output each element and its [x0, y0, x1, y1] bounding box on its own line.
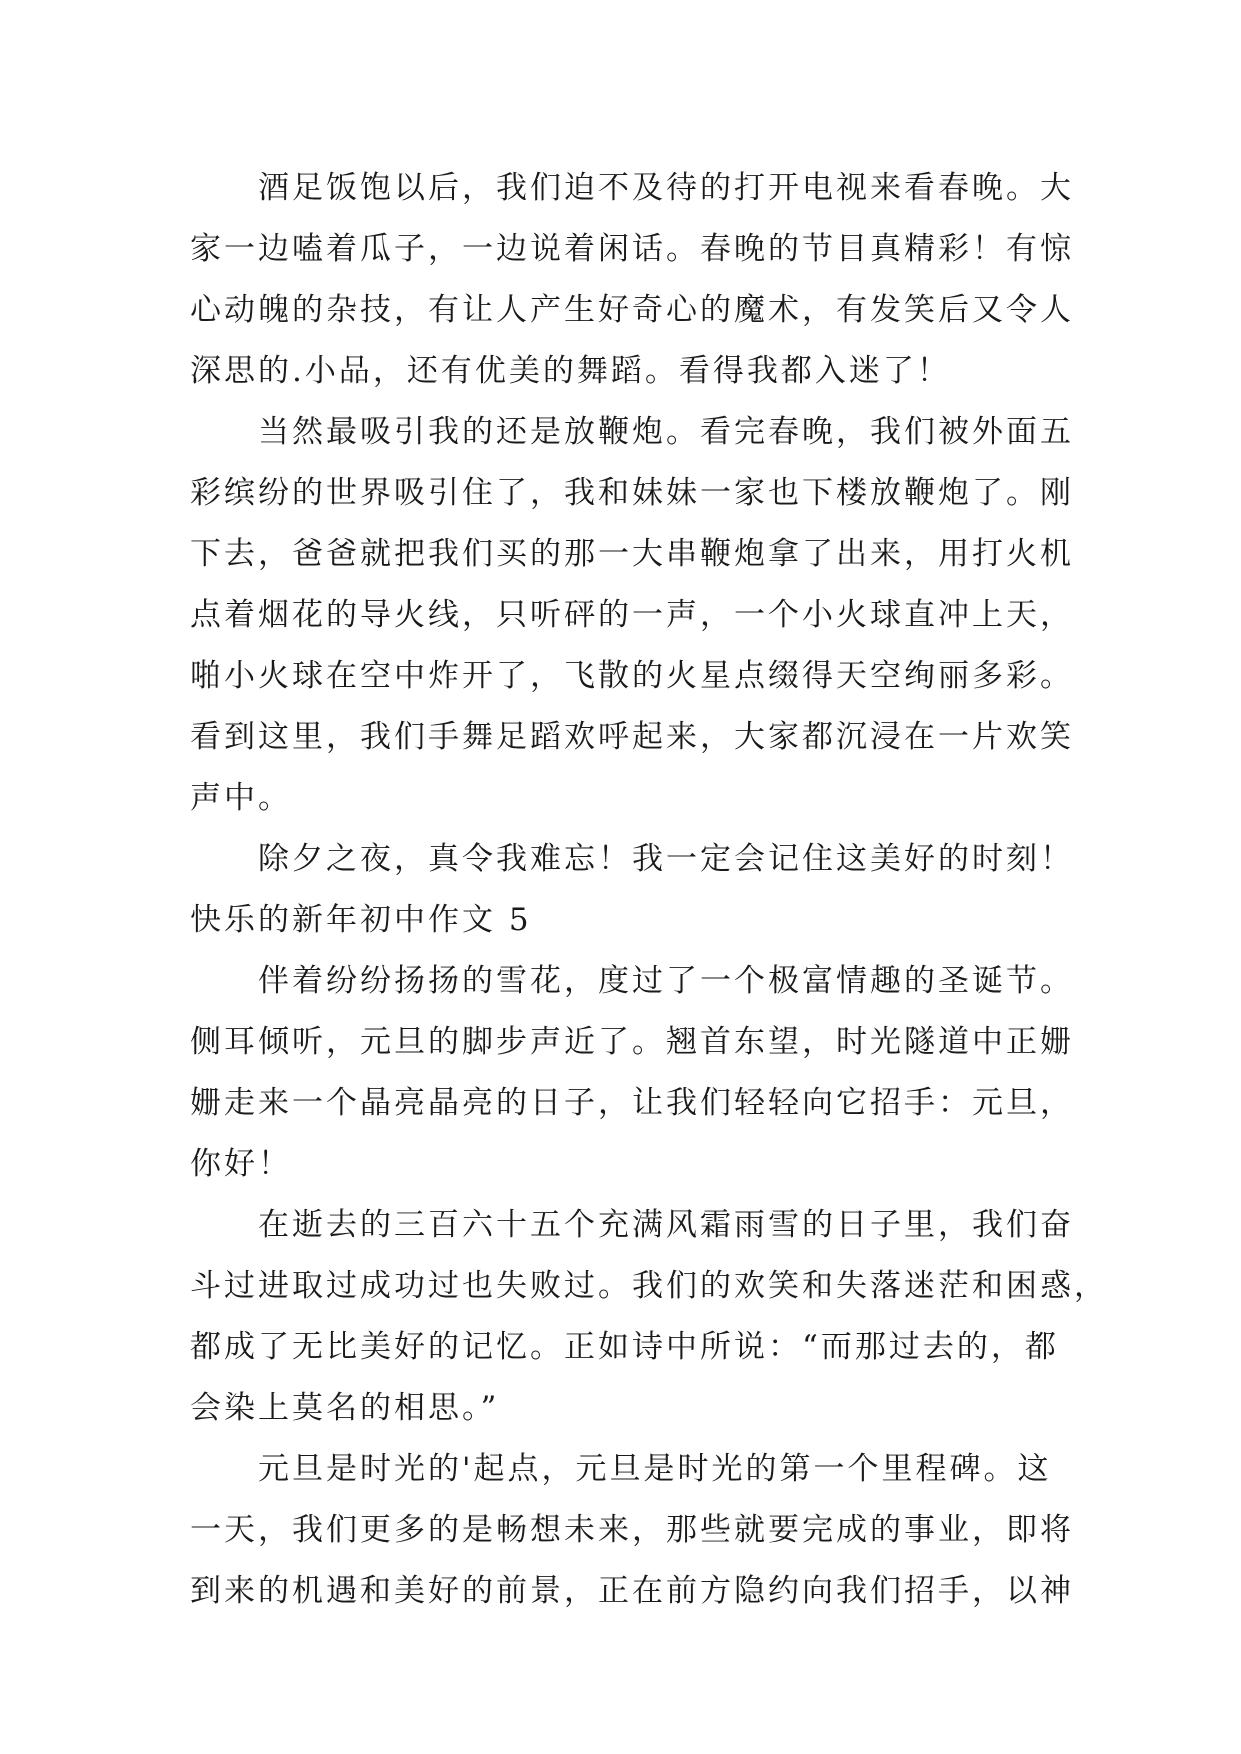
text-line: 深思的.小品，还有优美的舞蹈。看得我都入迷了！	[190, 353, 951, 389]
text-line: 姗走来一个晶亮晶亮的日子，让我们轻轻向它招手：元旦，	[190, 1085, 1074, 1121]
text-line: 会染上莫名的相思。”	[190, 1390, 500, 1426]
text-line: 快乐的新年初中作文 5	[190, 902, 532, 938]
text-line: 看到这里，我们手舞足蹈欢呼起来，大家都沉浸在一片欢笑	[190, 719, 1074, 755]
text-line: 一天，我们更多的是畅想未来，那些就要完成的事业，即将	[190, 1512, 1074, 1548]
text-line: 声中。	[190, 780, 292, 816]
text-line: 元旦是时光的'起点，元旦是时光的第一个里程碑。这	[258, 1451, 1052, 1487]
text-line: 在逝去的三百六十五个充满风霜雨雪的日子里，我们奋	[258, 1207, 1074, 1243]
text-line: 点着烟花的导火线，只听砰的一声，一个小火球直冲上天，	[190, 597, 1074, 633]
text-line: 侧耳倾听，元旦的脚步声近了。翘首东望，时光隧道中正姗	[190, 1024, 1074, 1060]
document-body	[190, 158, 1108, 1622]
text-line: 伴着纷纷扬扬的雪花，度过了一个极富情趣的圣诞节。	[258, 963, 1074, 999]
text-line: 都成了无比美好的记忆。正如诗中所说：“而那过去的，都	[190, 1329, 1059, 1365]
text-line: 到来的机遇和美好的前景，正在前方隐约向我们招手，以神	[190, 1573, 1074, 1609]
text-line: 当然最吸引我的还是放鞭炮。看完春晚，我们被外面五	[258, 414, 1074, 450]
text-line: 下去，爸爸就把我们买的那一大串鞭炮拿了出来，用打火机	[190, 536, 1074, 572]
text-line: 家一边嗑着瓜子，一边说着闲话。春晚的节目真精彩！有惊	[190, 231, 1074, 267]
text-line: 啪小火球在空中炸开了，飞散的火星点缀得天空绚丽多彩。	[190, 658, 1074, 694]
text-line: 彩缤纷的世界吸引住了，我和妹妹一家也下楼放鞭炮了。刚	[190, 475, 1074, 511]
text-line: 酒足饭饱以后，我们迫不及待的打开电视来看春晚。大	[258, 170, 1074, 206]
text-line: 斗过进取过成功过也失败过。我们的欢笑和失落迷茫和困惑，	[190, 1268, 1108, 1304]
text-line: 心动魄的杂技，有让人产生好奇心的魔术，有发笑后又令人	[190, 292, 1074, 328]
text-line: 你好！	[190, 1146, 292, 1182]
text-line: 除夕之夜，真令我难忘！我一定会记住这美好的时刻！	[258, 841, 1074, 877]
